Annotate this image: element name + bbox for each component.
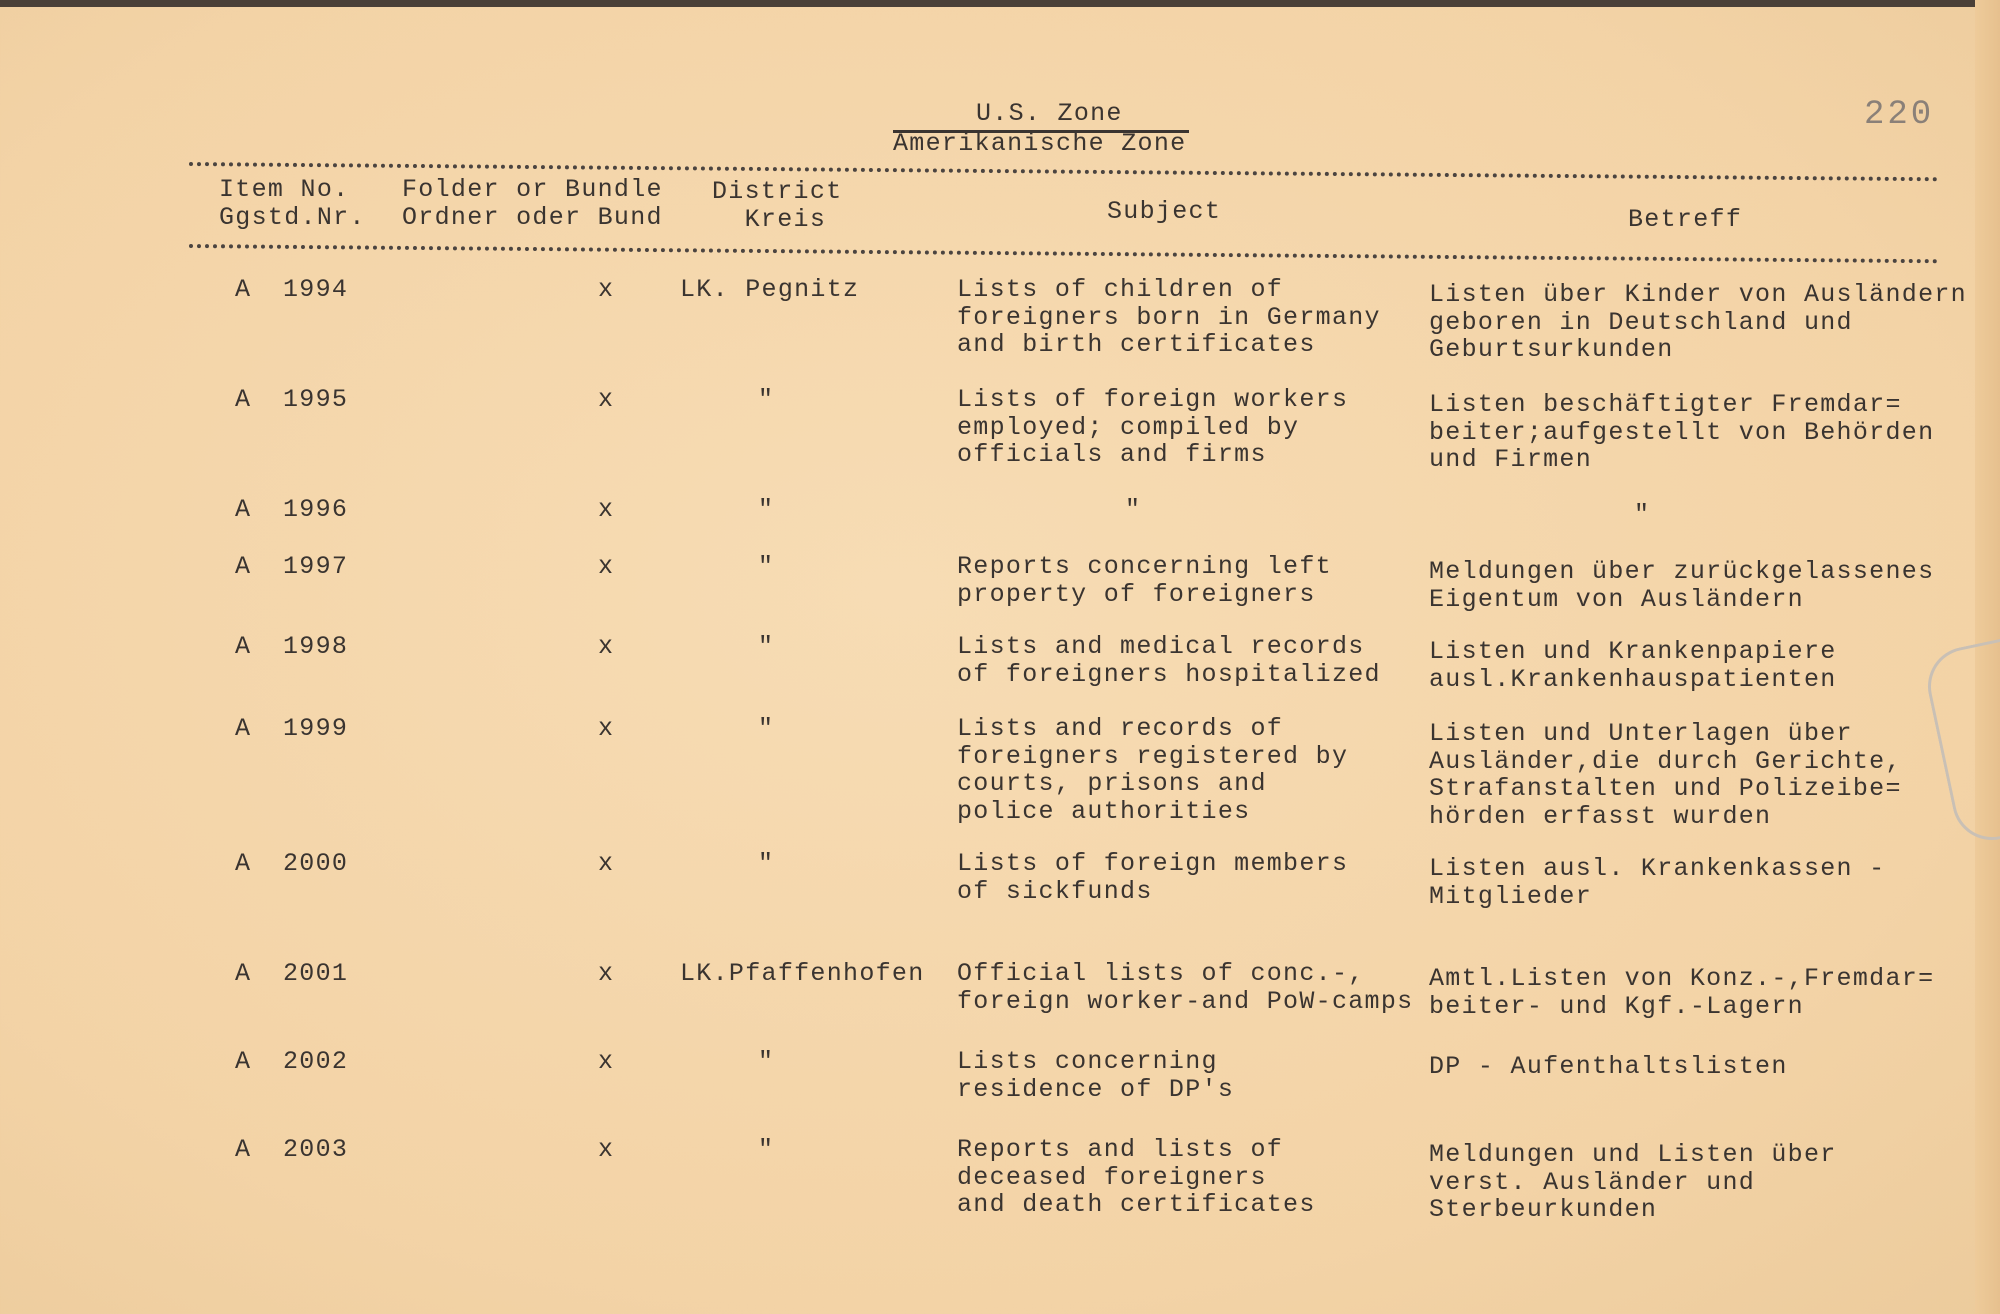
row-item-prefix: A xyxy=(235,275,252,304)
row-district: " xyxy=(758,495,775,524)
row-folder-mark: x xyxy=(598,1047,615,1076)
row-subject: Lists of children of foreigners born in Germany and birth certificates xyxy=(957,275,1381,359)
row-item-prefix: A xyxy=(235,495,252,524)
row-district: " xyxy=(758,632,775,661)
row-item-prefix: A xyxy=(235,959,252,988)
row-item-prefix: A xyxy=(235,1047,252,1076)
scan-edge xyxy=(0,0,2000,7)
row-betreff: Meldungen und Listen über verst. Ausländer und Sterbeurkunden xyxy=(1429,1140,1837,1224)
paperclip xyxy=(1921,639,2000,848)
row-folder-mark: x xyxy=(598,1135,615,1164)
row-subject: Lists of foreign workers employed; compiled by officials and firms xyxy=(957,385,1349,469)
row-betreff: Meldungen über zurückgelassenes Eigentum von Ausländern xyxy=(1429,557,1935,614)
row-district: LK.Pfaffenhofen xyxy=(680,959,925,988)
row-item-prefix: A xyxy=(235,552,252,581)
header-item: Item No. Ggstd.Nr. xyxy=(219,175,366,232)
row-item-number: 1999 xyxy=(283,714,349,743)
row-betreff: Listen über Kinder von Ausländern geboren in Deutschland und Geburtsurkunden xyxy=(1429,280,1967,364)
row-item-number: 1995 xyxy=(283,385,349,414)
row-district: LK. Pegnitz xyxy=(680,275,860,304)
title-line2: Amerikanische Zone xyxy=(893,129,1187,158)
row-folder-mark: x xyxy=(598,959,615,988)
row-betreff: DP - Aufenthaltslisten xyxy=(1429,1052,1788,1081)
row-subject: Reports concerning left property of foreigners xyxy=(957,552,1332,609)
row-item-number: 1998 xyxy=(283,632,349,661)
row-folder-mark: x xyxy=(598,275,615,304)
row-subject: Lists and medical records of foreigners hospitalized xyxy=(957,632,1381,689)
row-folder-mark: x xyxy=(598,495,615,524)
row-folder-mark: x xyxy=(598,385,615,414)
row-betreff: " xyxy=(1634,500,1651,529)
row-district: " xyxy=(758,385,775,414)
row-subject: Lists concerning residence of DP's xyxy=(957,1047,1235,1104)
row-item-number: 2003 xyxy=(283,1135,349,1164)
row-district: " xyxy=(758,849,775,878)
row-subject: Reports and lists of deceased foreigners and death certificates xyxy=(957,1135,1316,1219)
header-subject: Subject xyxy=(1107,197,1222,226)
row-item-prefix: A xyxy=(235,385,252,414)
header-district: District Kreis xyxy=(712,177,843,234)
row-item-number: 1996 xyxy=(283,495,349,524)
row-district: " xyxy=(758,1135,775,1164)
row-item-number: 1997 xyxy=(283,552,349,581)
row-subject: " xyxy=(1125,495,1142,524)
row-betreff: Amtl.Listen von Konz.-,Fremdar= beiter- und Kgf.-Lagern xyxy=(1429,964,1935,1021)
page-number: 220 xyxy=(1864,96,1935,134)
row-district: " xyxy=(758,714,775,743)
row-item-number: 2002 xyxy=(283,1047,349,1076)
row-betreff: Listen ausl. Krankenkassen - Mitglieder xyxy=(1429,854,1886,911)
row-subject: Official lists of conc.-, foreign worker-and PoW-camps xyxy=(957,959,1414,1016)
row-subject: Lists and records of foreigners registered by courts, prisons and police authorities xyxy=(957,714,1349,826)
row-item-number: 2000 xyxy=(283,849,349,878)
row-folder-mark: x xyxy=(598,714,615,743)
header-rule-bottom xyxy=(189,244,1939,263)
row-item-number: 2001 xyxy=(283,959,349,988)
row-folder-mark: x xyxy=(598,849,615,878)
header-folder: Folder or Bundle Ordner oder Bund xyxy=(402,175,663,232)
row-subject: Lists of foreign members of sickfunds xyxy=(957,849,1349,906)
row-betreff: Listen und Krankenpapiere ausl.Krankenhauspatienten xyxy=(1429,637,1837,694)
title-line1: U.S. Zone xyxy=(976,99,1123,128)
row-betreff: Listen und Unterlagen über Ausländer,die durch Gerichte, Strafanstalten und Polizeibe= hörden erfasst wurden xyxy=(1429,719,1902,831)
row-item-prefix: A xyxy=(235,849,252,878)
row-folder-mark: x xyxy=(598,632,615,661)
row-item-prefix: A xyxy=(235,714,252,743)
header-betreff: Betreff xyxy=(1628,205,1743,234)
row-folder-mark: x xyxy=(598,552,615,581)
row-betreff: Listen beschäftigter Fremdar= beiter;aufgestellt von Behörden und Firmen xyxy=(1429,390,1935,474)
row-item-number: 1994 xyxy=(283,275,349,304)
row-district: " xyxy=(758,552,775,581)
row-district: " xyxy=(758,1047,775,1076)
row-item-prefix: A xyxy=(235,632,252,661)
row-item-prefix: A xyxy=(235,1135,252,1164)
